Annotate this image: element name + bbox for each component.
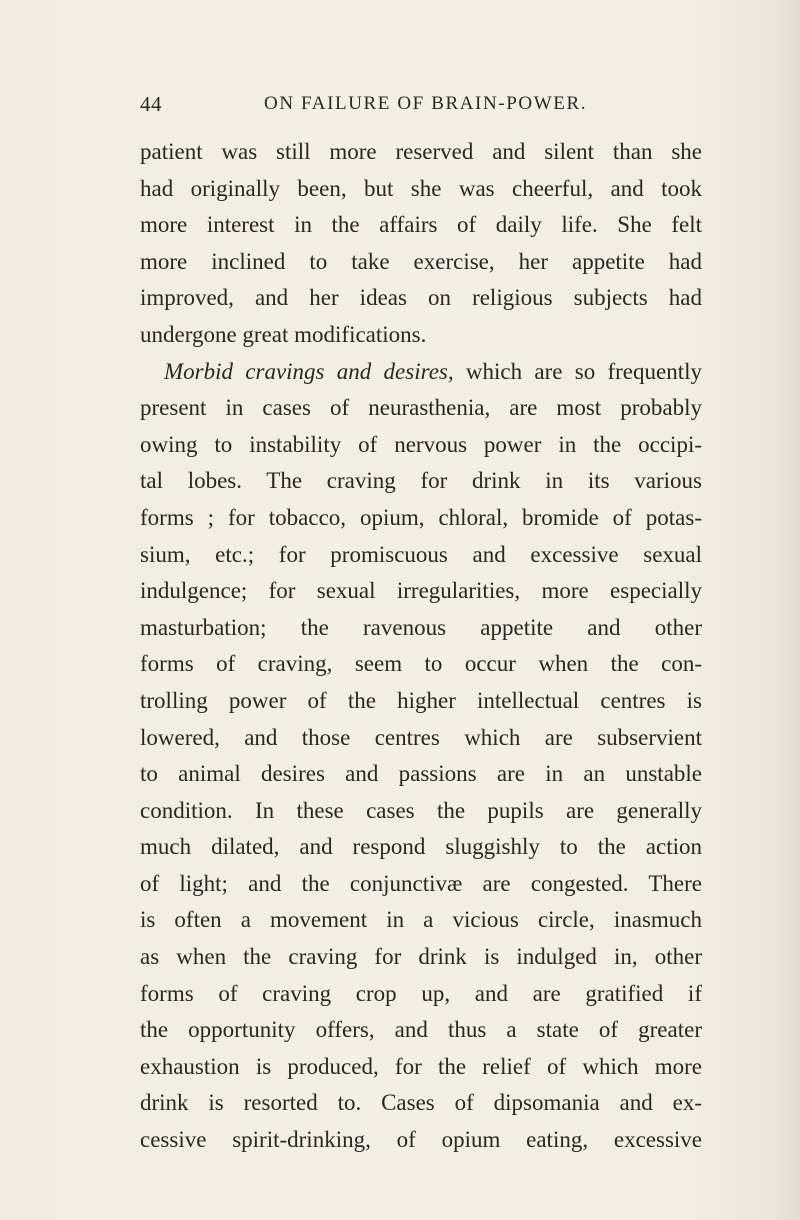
text-line: sium, etc.; for promiscuous and excessive sexual bbox=[140, 541, 702, 567]
text-line: to animal desires and passions are in an unstable bbox=[140, 761, 702, 787]
text-line: patient was still more reserved and silent than she bbox=[140, 139, 702, 164]
page-edge-shadow bbox=[772, 0, 800, 1220]
text-line: exhaustion is produced, for the relief of which more bbox=[140, 1053, 702, 1079]
text-line: condition. In these cases the pupils are generally bbox=[140, 797, 702, 823]
text-line: the opportunity offers, and thus a state of greater bbox=[140, 1017, 702, 1043]
text-line: trolling power of the higher intellectual centres is bbox=[140, 687, 702, 713]
text-line: improved, and her ideas on religious subjects had bbox=[140, 285, 702, 311]
text-line: as when the craving for drink is indulged in, other bbox=[140, 944, 702, 970]
text-line: had originally been, but she was cheerful, and took bbox=[140, 175, 702, 201]
text-line: forms of craving, seem to occur when the con- bbox=[140, 651, 702, 677]
page-number: 44 bbox=[140, 92, 162, 116]
text-line: tal lobes. The craving for drink in its various bbox=[140, 468, 702, 494]
text-line: more interest in the affairs of daily life. She felt bbox=[140, 212, 702, 238]
page-header bbox=[140, 92, 680, 120]
paragraph-opening-line bbox=[140, 354, 702, 391]
text-line: drink is resorted to. Cases of dipsomania and ex- bbox=[140, 1090, 702, 1116]
text-line: present in cases of neurasthenia, are most probably bbox=[140, 395, 702, 421]
text-line: more inclined to take exercise, her appetite had bbox=[140, 248, 702, 274]
text-line: cessive spirit-drinking, of opium eating, excessive bbox=[140, 1127, 702, 1153]
text-line: owing to instability of nervous power in the occipi- bbox=[140, 431, 702, 457]
text-line: forms ; for tobacco, opium, chloral, bromide of potas- bbox=[140, 504, 702, 530]
body-text bbox=[140, 134, 702, 1159]
text-line: masturbation; the ravenous appetite and other bbox=[140, 614, 702, 640]
text-line: lowered, and those centres which are subservient bbox=[140, 724, 702, 750]
text-line: of light; and the conjunctivæ are congested. There bbox=[140, 870, 702, 896]
text-line: indulgence; for sexual irregularities, more especially bbox=[140, 578, 702, 604]
running-head: ON FAILURE OF BRAIN-POWER. bbox=[264, 93, 588, 114]
italic-heading-phrase: Morbid cravings and desires, bbox=[164, 358, 454, 384]
text-run: which are so frequently bbox=[453, 358, 702, 384]
text-line: is often a movement in a vicious circle, inasmuch bbox=[140, 907, 702, 933]
text-line: much dilated, and respond sluggishly to the action bbox=[140, 834, 702, 860]
text-line: forms of craving crop up, and are gratified if bbox=[140, 980, 702, 1006]
text-line: undergone great modifications. bbox=[140, 321, 427, 347]
